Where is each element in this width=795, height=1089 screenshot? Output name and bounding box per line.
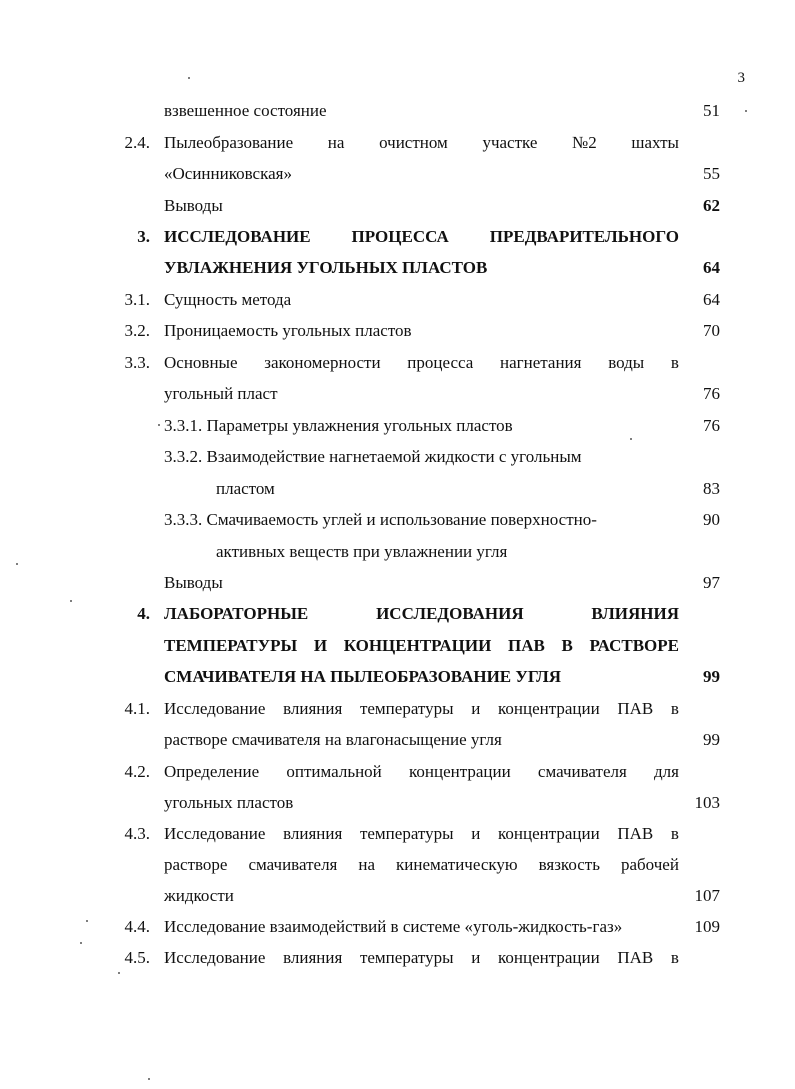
toc-entry-text (164, 697, 679, 721)
toc-word: для (654, 762, 679, 781)
toc-word: ЛАБОРАТОРНЫЕ (164, 604, 309, 623)
toc-line (0, 791, 795, 815)
toc-word: концентрации (497, 824, 600, 843)
toc-word: температуры (359, 948, 454, 967)
toc-word: вязкость (538, 855, 600, 874)
toc-line (0, 665, 795, 689)
scan-speck (70, 600, 72, 602)
toc-word: В (561, 636, 573, 655)
toc-line (0, 853, 795, 877)
toc-entry-text: Выводы (164, 573, 223, 592)
toc-entry-text: 3.3.2. Взаимодействие нагнетаемой жидкости с угольным (164, 447, 582, 466)
scan-speck (158, 424, 160, 426)
toc-word: И (313, 636, 328, 655)
toc-entry-page: 109 (694, 917, 720, 936)
toc-entry-number: 2.4. (124, 133, 150, 152)
scan-speck (630, 438, 632, 440)
toc-entry-text (164, 602, 679, 626)
toc-word: воды (608, 353, 645, 372)
toc-line (0, 634, 795, 658)
toc-word: на (327, 133, 345, 152)
toc-entry-number: 4.2. (124, 762, 150, 781)
toc-entry-page: 83 (703, 479, 720, 498)
toc-word: нагнетания (500, 353, 582, 372)
toc-entry-number: 4. (137, 604, 150, 623)
toc-word: смачивателя (248, 855, 338, 874)
toc-word: участке (482, 133, 538, 152)
toc-line (0, 946, 795, 970)
toc-word: ВЛИЯНИЯ (591, 604, 679, 623)
toc-word: Пылеобразование (164, 133, 294, 152)
toc-word: ПАВ (617, 699, 654, 718)
toc-entry-text (164, 225, 679, 249)
scan-speck (148, 1078, 150, 1080)
toc-word: влияния (283, 824, 343, 843)
scan-speck (188, 77, 190, 79)
toc-entry-page: 51 (703, 101, 720, 120)
toc-line (0, 319, 795, 343)
toc-line (0, 540, 795, 564)
toc-entry-text: 3.3.3. Смачиваемость углей и использование поверхностно- (164, 510, 597, 529)
toc-entry-page: 90 (703, 510, 720, 529)
toc-word: ПАВ (507, 636, 545, 655)
toc-entry-page: 107 (694, 886, 720, 905)
toc-word: процесса (407, 353, 474, 372)
toc-entry-page: 99 (703, 730, 720, 749)
toc-entry-text (164, 760, 679, 784)
toc-entry-text: Сущность метода (164, 290, 292, 309)
toc-entry-number: 3.1. (124, 290, 150, 309)
toc-word: температуры (359, 699, 454, 718)
toc-word: очистном (379, 133, 448, 152)
toc-word: РАСТВОРЕ (589, 636, 679, 655)
toc-word: Исследование (164, 699, 266, 718)
toc-line (0, 728, 795, 752)
toc-entry-number: 4.5. (124, 948, 150, 967)
toc-word: закономерности (264, 353, 381, 372)
scan-speck (745, 110, 747, 112)
toc-entry-text (164, 822, 679, 846)
toc-word: ПАВ (617, 948, 654, 967)
toc-line (0, 760, 795, 784)
toc-entry-text (164, 351, 679, 375)
toc-line (0, 884, 795, 908)
toc-word: ПРЕДВАРИТЕЛЬНОГО (489, 227, 679, 246)
toc-entry-page: 103 (694, 793, 720, 812)
toc-entry-number: 3.3. (124, 353, 150, 372)
toc-line (0, 508, 795, 532)
toc-word: и (471, 948, 481, 967)
toc-word: ИССЛЕДОВАНИЯ (376, 604, 524, 623)
scan-speck (86, 920, 88, 922)
toc-entry-text (164, 634, 679, 658)
toc-word: в (670, 353, 679, 372)
page-number: 3 (737, 70, 745, 86)
toc-word: ТЕМПЕРАТУРЫ (164, 636, 298, 655)
toc-line (0, 414, 795, 438)
toc-word: кинематическую (396, 855, 518, 874)
toc-word: в (670, 948, 679, 967)
toc-entry-text: пластом (216, 479, 275, 498)
toc-line (0, 382, 795, 406)
toc-entry-text (164, 131, 679, 155)
toc-word: влияния (283, 699, 343, 718)
toc-line (0, 697, 795, 721)
toc-entry-text: Исследование взаимодействий в системе «уголь-жидкость-газ» (164, 917, 623, 936)
toc-entry-page: 64 (703, 290, 720, 309)
toc-word: концентрации (497, 699, 600, 718)
toc-entry-text: активных веществ при увлажнении угля (216, 542, 508, 561)
toc-entry-text: угольный пласт (164, 384, 278, 403)
toc-line (0, 445, 795, 469)
toc-line (0, 256, 795, 280)
toc-entry-page: 62 (703, 196, 720, 215)
toc-word: в (670, 824, 679, 843)
toc-line (0, 131, 795, 155)
toc-entry-page: 64 (703, 258, 720, 277)
toc-word: и (471, 824, 481, 843)
toc-word: Исследование (164, 948, 266, 967)
toc-entry-text: 3.3.1. Параметры увлажнения угольных пластов (164, 416, 513, 435)
toc-entry-text: СМАЧИВАТЕЛЯ НА ПЫЛЕОБРАЗОВАНИЕ УГЛЯ (164, 667, 562, 686)
toc-entry-text: жидкости (164, 886, 234, 905)
toc-word: Основные (164, 353, 238, 372)
toc-word: Исследование (164, 824, 266, 843)
toc-word: рабочей (620, 855, 679, 874)
toc-word: КОНЦЕНТРАЦИИ (343, 636, 492, 655)
toc-word: и (471, 699, 481, 718)
toc-word: №2 (572, 133, 597, 152)
toc-line (0, 602, 795, 626)
toc-word: влияния (283, 948, 343, 967)
toc-word: ПРОЦЕССА (351, 227, 449, 246)
toc-word: Определение (164, 762, 260, 781)
toc-line (0, 194, 795, 218)
toc-entry-text: взвешенное состояние (164, 101, 327, 120)
toc-word: концентрации (497, 948, 600, 967)
toc-line (0, 99, 795, 123)
toc-line (0, 351, 795, 375)
scan-speck (118, 972, 120, 974)
toc-entry-page: 76 (703, 384, 720, 403)
toc-entry-text: растворе смачивателя на влагонасыщение угля (164, 730, 502, 749)
scan-speck (80, 942, 82, 944)
toc-entry-page: 76 (703, 416, 720, 435)
toc-word: оптимальной (286, 762, 382, 781)
toc-entry-number: 4.3. (124, 824, 150, 843)
toc-entry-text: Проницаемость угольных пластов (164, 321, 412, 340)
toc-line (0, 822, 795, 846)
toc-word: ИССЛЕДОВАНИЕ (164, 227, 311, 246)
toc-word: смачивателя (537, 762, 627, 781)
toc-word: ПАВ (617, 824, 654, 843)
toc-entry-number: 4.1. (124, 699, 150, 718)
toc-line (0, 915, 795, 939)
toc-entry-text (164, 853, 679, 877)
toc-word: растворе (164, 855, 228, 874)
toc-entry-number: 3.2. (124, 321, 150, 340)
toc-line (0, 162, 795, 186)
toc-word: на (358, 855, 376, 874)
toc-entry-number: 4.4. (124, 917, 150, 936)
toc-word: концентрации (408, 762, 511, 781)
toc-line (0, 288, 795, 312)
toc-line (0, 571, 795, 595)
toc-entry-number: 3. (137, 227, 150, 246)
scan-speck (16, 563, 18, 565)
toc-entry-page: 99 (703, 667, 720, 686)
toc-word: шахты (631, 133, 679, 152)
toc-word: в (670, 699, 679, 718)
toc-entry-text: «Осинниковская» (164, 164, 292, 183)
toc-entry-text: Выводы (164, 196, 223, 215)
toc-entry-text: угольных пластов (164, 793, 294, 812)
toc-entry-page: 55 (703, 164, 720, 183)
toc-entry-text: УВЛАЖНЕНИЯ УГОЛЬНЫХ ПЛАСТОВ (164, 258, 488, 277)
toc-line (0, 477, 795, 501)
toc-entry-text (164, 946, 679, 970)
toc-word: температуры (359, 824, 454, 843)
toc-line (0, 225, 795, 249)
toc-entry-page: 97 (703, 573, 720, 592)
toc-entry-page: 70 (703, 321, 720, 340)
